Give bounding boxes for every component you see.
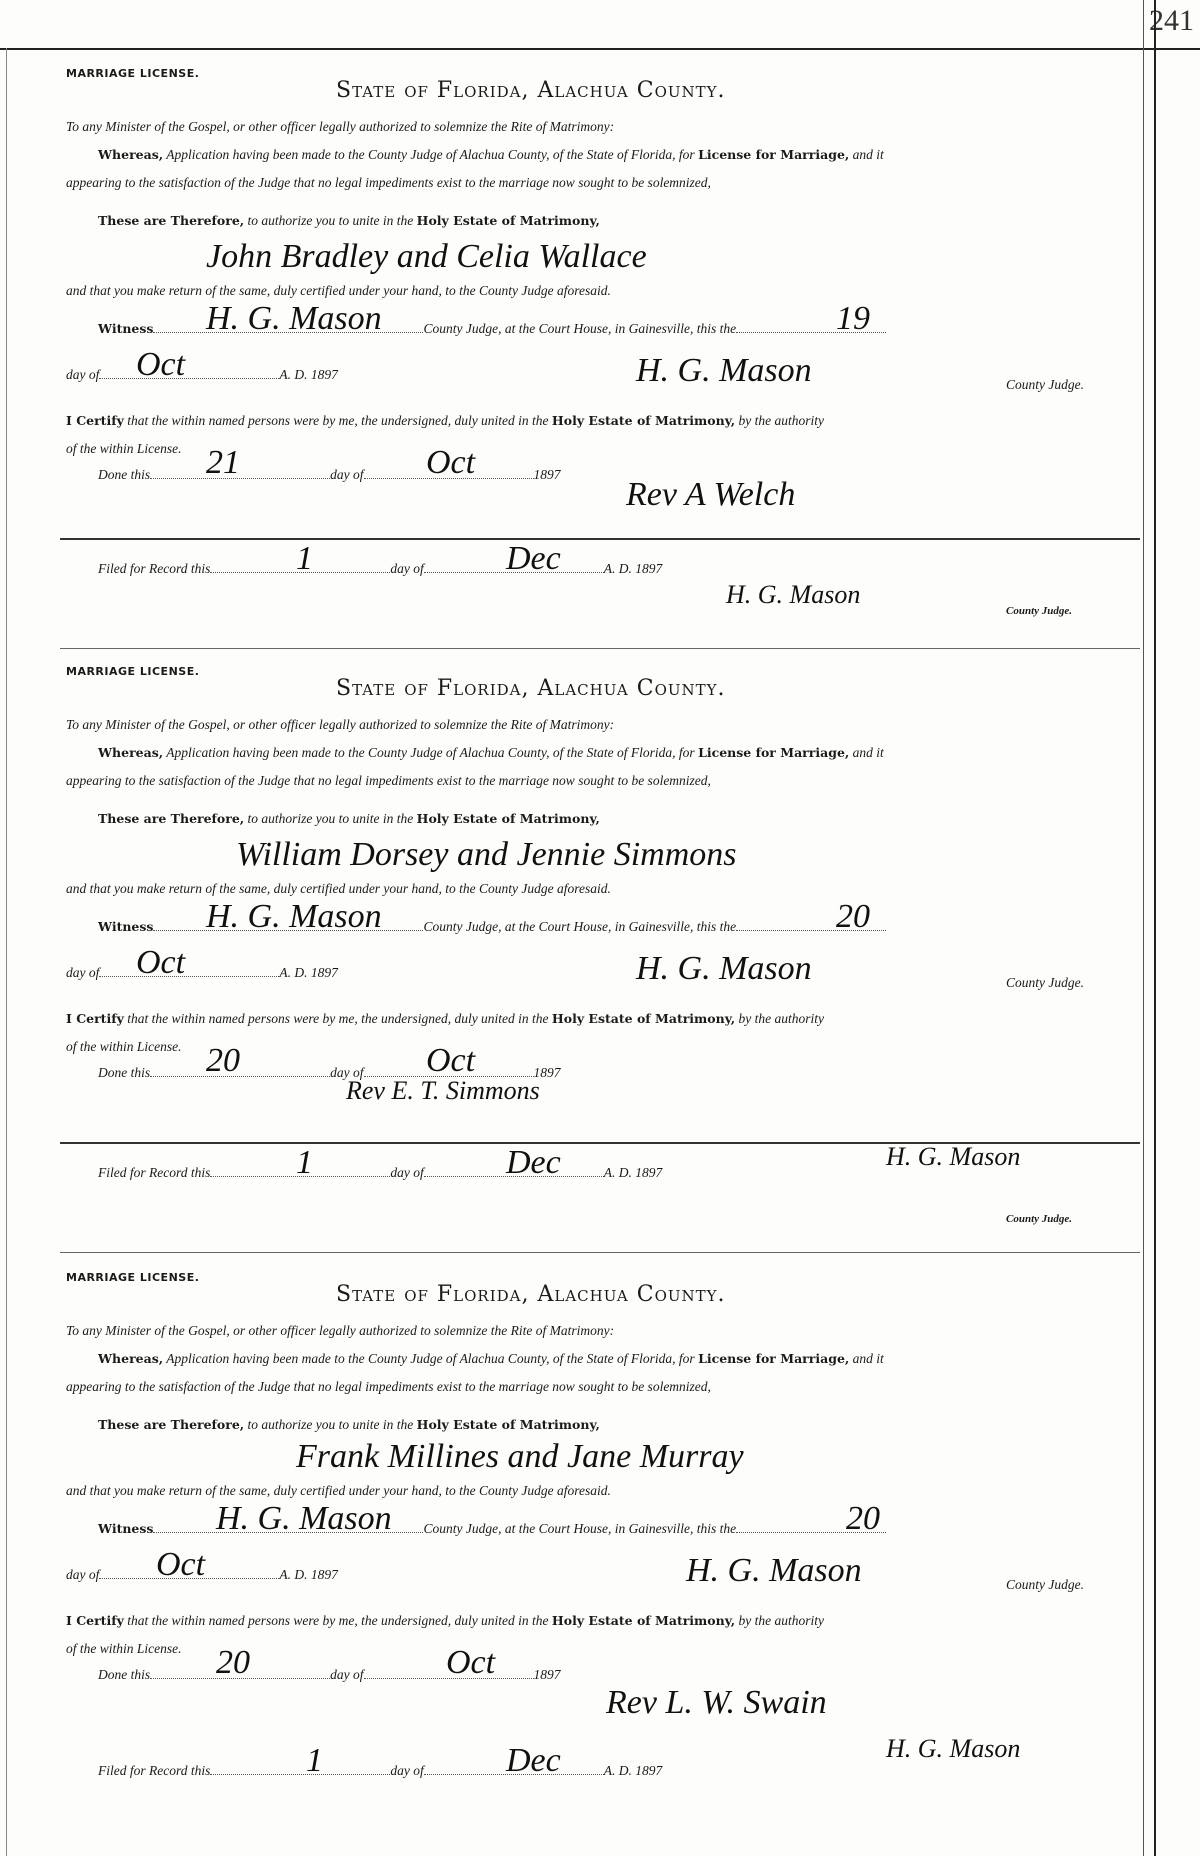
officiant-signature: Rev A Welch: [626, 476, 796, 513]
officiant-signature: Rev L. W. Swain: [606, 1684, 827, 1721]
therefore-line: These are Therefore, to authorize you to unite in the Holy Estate of Matrimony,: [98, 1417, 600, 1432]
license-title: State of Florida, Alachua County.: [336, 676, 726, 701]
filed-day: 1: [296, 540, 313, 577]
license-label: MARRIAGE LICENSE.: [66, 665, 200, 678]
witness-signature: H. G. Mason: [216, 1500, 392, 1537]
date-line: day of A. D. 1897: [66, 965, 338, 980]
done-line: Done this day of 1897: [98, 1667, 561, 1682]
therefore-line: These are Therefore, to authorize you to unite in the Holy Estate of Matrimony,: [98, 213, 600, 228]
whereas-line: Whereas, Application having been made to the County Judge of Alachua County, of the State of Florida, for License for Marriage, and it: [98, 1351, 884, 1366]
county-judge-small-caption: County Judge.: [1006, 605, 1073, 617]
done-day: 21: [206, 444, 240, 481]
license-label: MARRIAGE LICENSE.: [66, 67, 200, 80]
return-line: and that you make return of the same, duly certified under your hand, to the County Judge aforesaid.: [66, 881, 611, 896]
satisfaction-line: appearing to the satisfaction of the Judge that no legal impediments exist to the marriage now sought to be solemnized,: [66, 175, 711, 190]
certify-line: I Certify that the within named persons were by me, the undersigned, duly united in the Holy Estate of Matrimony, by the authority: [66, 1613, 824, 1628]
officiant-signature: Rev E. T. Simmons: [346, 1076, 540, 1105]
done-month: Oct: [426, 444, 476, 481]
license-label: MARRIAGE LICENSE.: [66, 1271, 200, 1284]
address-line: To any Minister of the Gospel, or other officer legally authorized to solemnize the Rite of Matrimony:: [66, 119, 615, 134]
witness-line: Witness County Judge, at the Court House, in Gainesville, this the: [98, 322, 886, 336]
done-day: 20: [206, 1042, 240, 1079]
therefore-line: These are Therefore, to authorize you to unite in the Holy Estate of Matrimony,: [98, 811, 600, 826]
filed-line: Filed for Record this day of A. D. 1897: [98, 561, 663, 576]
county-judge-caption: County Judge.: [1006, 1577, 1084, 1592]
done-line: Done this day of 1897: [98, 467, 561, 482]
license-divider: [60, 1252, 1140, 1253]
whereas-line: Whereas, Application having been made to the County Judge of Alachua County, of the State of Florida, for License for Marriage, and it: [98, 745, 884, 760]
whereas-line: Whereas, Application having been made to the County Judge of Alachua County, of the State of Florida, for License for Marriage, and it: [98, 147, 884, 162]
within-license-line: of the within License.: [66, 441, 182, 456]
license-divider: [60, 648, 1140, 649]
county-judge-small-caption: County Judge.: [1006, 1213, 1073, 1225]
judge-signature: H. G. Mason: [686, 1552, 862, 1589]
filed-signature: H. G. Mason: [886, 1734, 1021, 1763]
page-number: 241: [1149, 4, 1194, 37]
filed-signature: H. G. Mason: [726, 580, 861, 609]
judge-signature: H. G. Mason: [636, 950, 812, 987]
issue-day: 20: [846, 1500, 880, 1537]
filed-month: Dec: [506, 540, 561, 577]
witness-line: Witness County Judge, at the Court House, in Gainesville, this the: [98, 1522, 886, 1536]
satisfaction-line: appearing to the satisfaction of the Judge that no legal impediments exist to the marriage now sought to be solemnized,: [66, 1379, 711, 1394]
issue-month: Oct: [136, 346, 186, 383]
within-license-line: of the within License.: [66, 1641, 182, 1656]
address-line: To any Minister of the Gospel, or other officer legally authorized to solemnize the Rite of Matrimony:: [66, 717, 615, 732]
filed-day: 1: [306, 1742, 323, 1779]
return-line: and that you make return of the same, duly certified under your hand, to the County Judge aforesaid.: [66, 1483, 611, 1498]
date-line: day of A. D. 1897: [66, 1567, 338, 1582]
certify-line: I Certify that the within named persons were by me, the undersigned, duly united in the Holy Estate of Matrimony, by the authority: [66, 1011, 824, 1026]
date-line: day of A. D. 1897: [66, 367, 338, 382]
county-judge-caption: County Judge.: [1006, 975, 1084, 990]
left-margin-rule: [6, 48, 7, 1856]
issue-day: 20: [836, 898, 870, 935]
filed-signature: H. G. Mason: [886, 1142, 1021, 1171]
license-title: State of Florida, Alachua County.: [336, 78, 726, 103]
done-day: 20: [216, 1644, 250, 1681]
certify-line: I Certify that the within named persons were by me, the undersigned, duly united in the Holy Estate of Matrimony, by the authority: [66, 413, 824, 428]
done-month: Oct: [446, 1644, 496, 1681]
couple-names: Frank Millines and Jane Murray: [296, 1438, 744, 1475]
issue-month: Oct: [156, 1546, 206, 1583]
filed-line: Filed for Record this day of A. D. 1897: [98, 1763, 663, 1778]
within-license-line: of the within License.: [66, 1039, 182, 1054]
witness-signature: H. G. Mason: [206, 300, 382, 337]
done-month: Oct: [426, 1042, 476, 1079]
done-line: Done this day of 1897: [98, 1065, 561, 1080]
county-judge-caption: County Judge.: [1006, 377, 1084, 392]
license-title: State of Florida, Alachua County.: [336, 1282, 726, 1307]
filing-separator: [60, 538, 1140, 540]
couple-names: John Bradley and Celia Wallace: [206, 238, 647, 275]
filed-line: Filed for Record this day of A. D. 1897: [98, 1165, 663, 1180]
right-margin-rule-inner: [1143, 0, 1144, 1856]
filed-month: Dec: [506, 1144, 561, 1181]
return-line: and that you make return of the same, duly certified under your hand, to the County Judge aforesaid.: [66, 283, 611, 298]
issue-month: Oct: [136, 944, 186, 981]
filed-day: 1: [296, 1144, 313, 1181]
address-line: To any Minister of the Gospel, or other officer legally authorized to solemnize the Rite of Matrimony:: [66, 1323, 615, 1338]
witness-signature: H. G. Mason: [206, 898, 382, 935]
witness-line: Witness County Judge, at the Court House, in Gainesville, this the: [98, 920, 886, 934]
right-margin-rule: [1154, 0, 1156, 1856]
satisfaction-line: appearing to the satisfaction of the Judge that no legal impediments exist to the marriage now sought to be solemnized,: [66, 773, 711, 788]
judge-signature: H. G. Mason: [636, 352, 812, 389]
issue-day: 19: [836, 300, 870, 337]
couple-names: William Dorsey and Jennie Simmons: [236, 836, 737, 873]
filed-month: Dec: [506, 1742, 561, 1779]
top-rule: [0, 48, 1200, 50]
